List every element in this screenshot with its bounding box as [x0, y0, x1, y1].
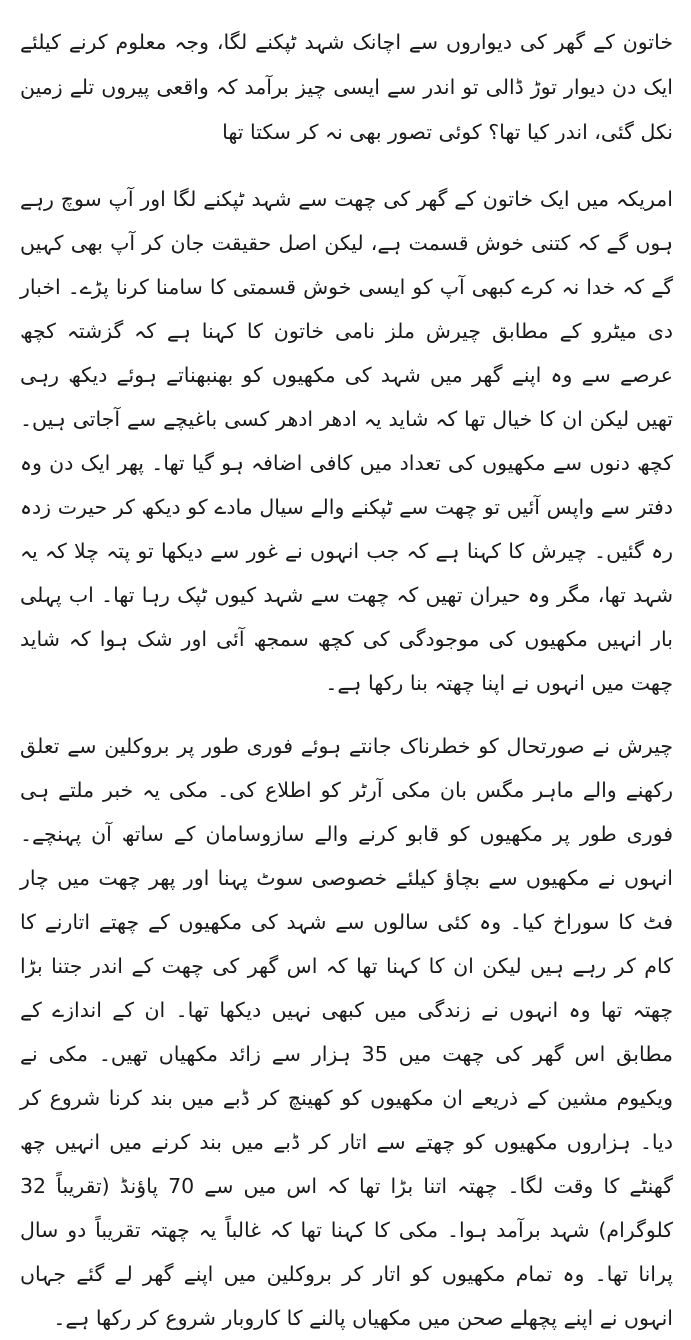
article-paragraph-1: امریکہ میں ایک خاتون کے گھر کی چھت سے شہد ٹپکنے لگا اور آپ سوچ رہے ہوں گے کہ کتنی خوش قسمت ہے، لیکن اصل حقیقت جان کر آپ بھی کہیں گے کہ خدا نہ کرے کبھی آپ کو ایسی خوش قسمتی کا سامنا کرنا پڑے۔ اخبار دی میٹرو کے مطابق چیرش ملز نامی خاتون کا کہنا ہے کہ گزشتہ کچھ عرصے سے وہ اپنے گھر میں شہد کی مکھیوں کو بھنبھناتے ہوئے دیکھ رہی تھیں لیکن ان کا خیال تھا کہ شاید یہ ادھر ادھر کسی باغیچے سے آجاتی ہیں۔ کچھ دنوں سے مکھیوں کی تعداد میں کافی اضافہ ہو گیا تھا۔ پھر ایک دن وہ دفتر سے واپس آئیں تو چھت سے ٹپکنے والے سیال مادے کو دیکھ کر حیرت زدہ رہ گئیں۔ چیرش کا کہنا ہے کہ جب انہوں نے غور سے دیکھا تو پتہ چلا کہ یہ شہد تھا، مگر وہ حیران تھیں کہ چھت سے شہد کیوں ٹپک رہا تھا۔ اب پہلی بار انہیں مکھیوں کی موجودگی کی کچھ سمجھ آئی اور شک ہوا کہ شاید چھت میں انہوں نے اپنا چھتہ بنا رکھا ہے۔ [20, 187, 673, 695]
article-paragraph-2: چیرش نے صورتحال کو خطرناک جانتے ہوئے فوری طور پر بروکلین سے تعلق رکھنے والے ماہر مگس بان مکی آرٹر کو اطلاع کی۔ مکی یہ خبر ملتے ہی فوری طور پر مکھیوں کو قابو کرنے والے سازوسامان کے ساتھ آن پہنچے۔ انہوں نے مکھیوں سے بچاؤ کیلئے خصوصی سوٹ پہنا اور پھر چھت میں چار فٹ کا سوراخ کیا۔ وہ کئی سالوں سے شہد کی مکھیوں کے چھتے اتارنے کا کام کر رہے ہیں لیکن ان کا کہنا تھا کہ اس گھر کی چھت کے اندر جتنا بڑا چھتہ تھا وہ انہوں نے زندگی میں کبھی نہیں دیکھا تھا۔ ان کے اندازے کے مطابق اس گھر کی چھت میں 35 ہزار سے زائد مکھیاں تھیں۔ مکی نے ویکیوم مشین کے ذریعے ان مکھیوں کو کھینچ کر ڈبے میں بند کرنا شروع کر دیا۔ ہزاروں مکھیوں کو چھتے سے اتار کر ڈبے میں بند کرنے میں انہیں چھ گھنٹے کا وقت لگا۔ چھتہ اتنا بڑا تھا کہ اس میں سے 70 پاؤنڈ (تقریباً 32 کلوگرام) شہد برآمد ہوا۔ مکی کا کہنا تھا کہ غالباً یہ چھتہ تقریباً دو سال پرانا تھا۔ وہ تمام مکھیوں کو اتار کر بروکلین میں اپنے گھر لے گئے جہاں انہوں نے اپنے پچھلے صحن میں مکھیاں پالنے کا کاروبار شروع کر رکھا ہے۔ [20, 734, 673, 1330]
article-headline: خاتون کے گھر کی دیواروں سے اچانک شہد ٹپکنے لگا، وجہ معلوم کرنے کیلئے ایک دن دیوار توڑ ڈالی تو اندر سے ایسی چیز برآمد کہ واقعی پیروں تلے زمین نکل گئی، اندر کیا تھا؟ کوئی تصور بھی نہ کر سکتا تھا [20, 30, 673, 144]
